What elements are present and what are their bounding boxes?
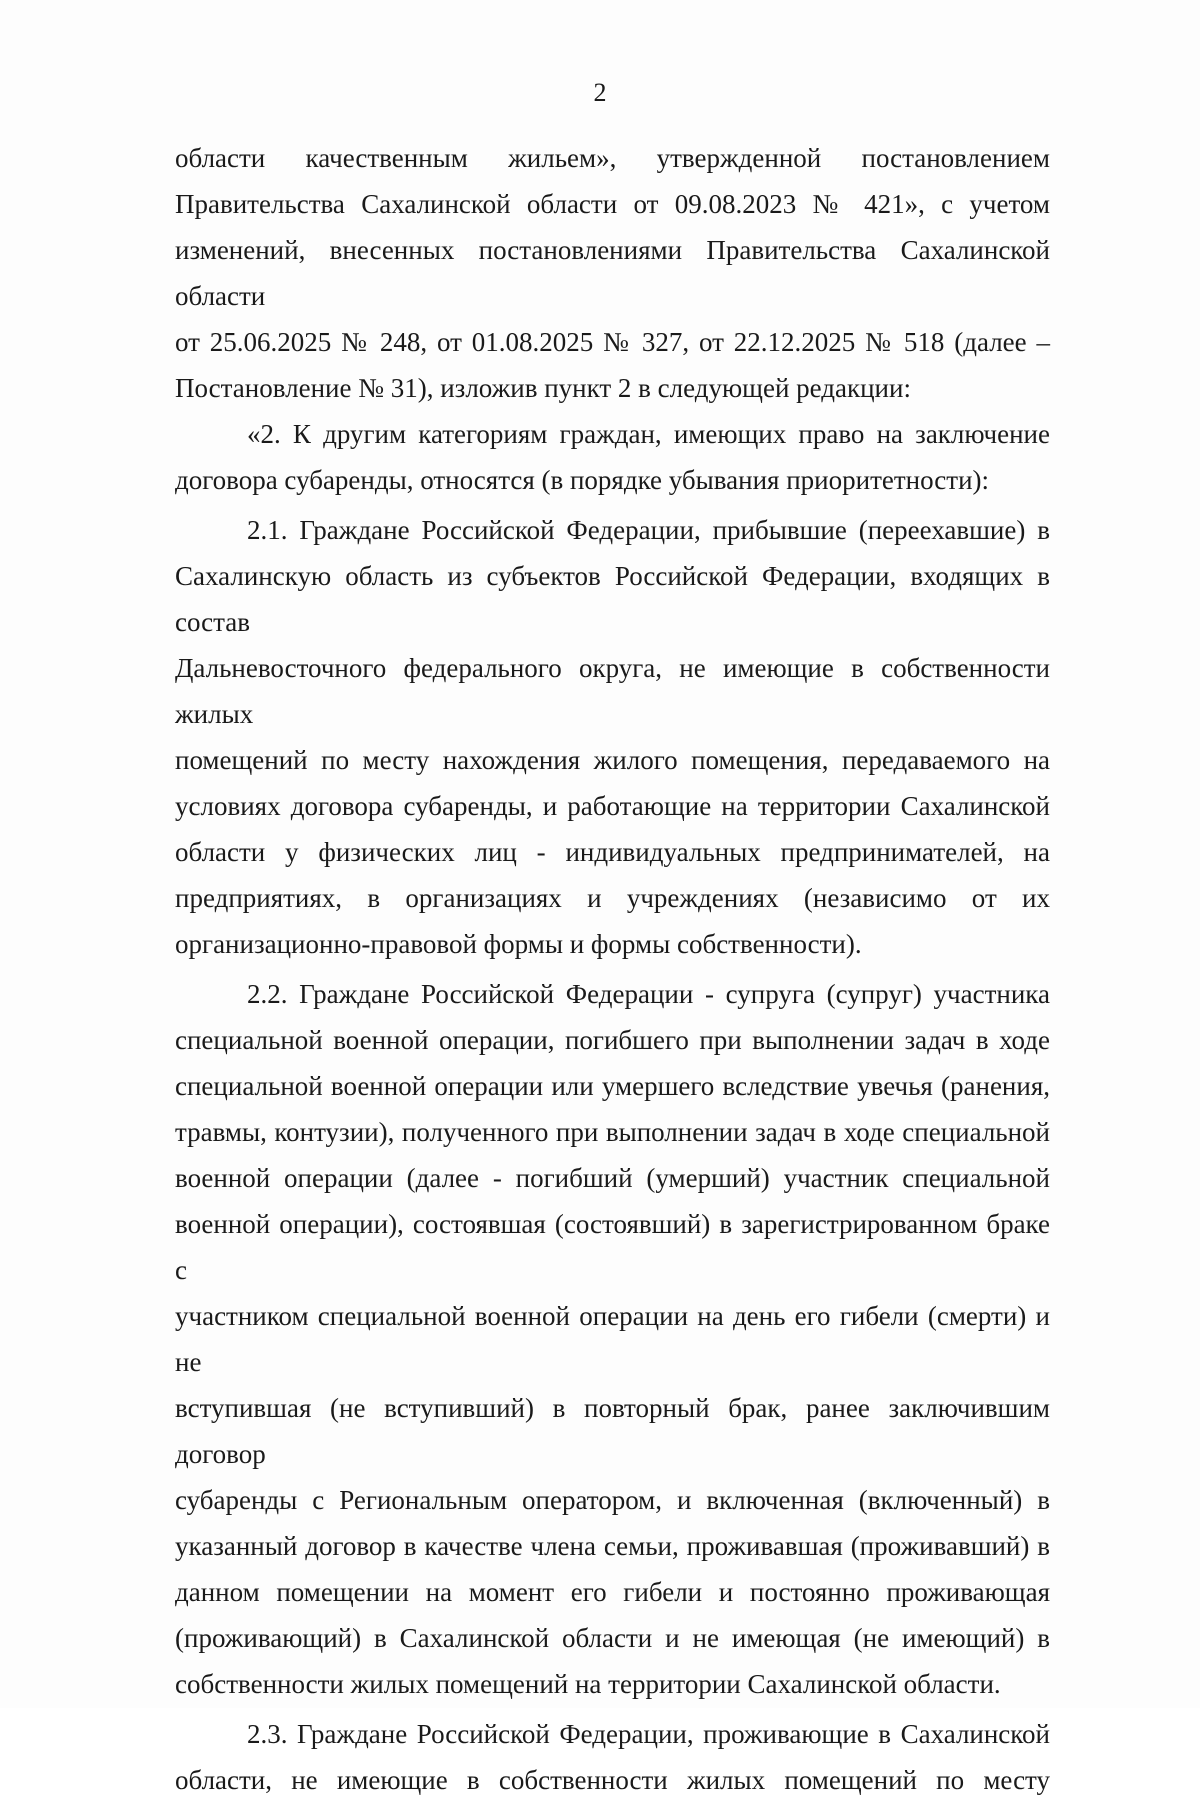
paragraph-item-2-2	[175, 971, 1050, 1707]
text-line: «2. К другим категориям граждан, имеющих право на заключение	[247, 419, 1050, 449]
text-line: 2.2. Граждане Российской Федерации - супруга (супруг) участника	[247, 979, 1050, 1009]
text-line: собственности жилых помещений на территории Сахалинской области.	[175, 1669, 1001, 1699]
text-line: условиях договора субаренды, и работающие на территории Сахалинской	[175, 791, 1050, 821]
text-line: области, не имеющие в собственности жилых помещений по месту	[175, 1765, 1050, 1795]
paragraph-item-2-1	[175, 507, 1050, 967]
text-line: области качественным жильем», утвержденной постановлением	[175, 143, 1050, 173]
text-line: области у физических лиц - индивидуальных предпринимателей, на	[175, 837, 1050, 867]
text-line: участником специальной военной операции на день его гибели (смерти) и не	[175, 1301, 1050, 1377]
paragraph-item-2	[175, 411, 1050, 503]
document-body	[175, 135, 1050, 1803]
text-line: военной операции), состоявшая (состоявший) в зарегистрированном браке с	[175, 1209, 1050, 1285]
text-line: (проживающий) в Сахалинской области и не имеющая (не имеющий) в	[175, 1623, 1050, 1653]
text-line: помещений по месту нахождения жилого помещения, передаваемого на	[175, 745, 1050, 775]
text-line: специальной военной операции или умершего вследствие увечья (ранения,	[175, 1071, 1050, 1101]
paragraph-continuation	[175, 135, 1050, 411]
text-line: данном помещении на момент его гибели и постоянно проживающая	[175, 1577, 1050, 1607]
text-line: специальной военной операции, погибшего при выполнении задач в ходе	[175, 1025, 1050, 1055]
text-line: вступившая (не вступивший) в повторный брак, ранее заключившим договор	[175, 1393, 1050, 1469]
text-line: изменений, внесенных постановлениями Правительства Сахалинской области	[175, 235, 1050, 311]
text-line: Сахалинскую область из субъектов Российской Федерации, входящих в состав	[175, 561, 1050, 637]
page-number: 2	[593, 78, 607, 107]
text-line: указанный договор в качестве члена семьи, проживавшая (проживавший) в	[175, 1531, 1050, 1561]
text-line: субаренды с Региональным оператором, и включенная (включенный) в	[175, 1485, 1050, 1515]
text-line: организационно-правовой формы и формы собственности).	[175, 929, 862, 959]
text-line: Дальневосточного федерального округа, не имеющие в собственности жилых	[175, 653, 1050, 729]
text-line: от 25.06.2025 № 248, от 01.08.2025 № 327, от 22.12.2025 № 518 (далее –	[175, 327, 1050, 357]
text-line: 2.1. Граждане Российской Федерации, прибывшие (переехавшие) в	[247, 515, 1050, 545]
text-line: предприятиях, в организациях и учреждениях (независимо от их	[175, 883, 1050, 913]
text-line: военной операции (далее - погибший (умерший) участник специальной	[175, 1163, 1050, 1193]
paragraph-item-2-3	[175, 1711, 1050, 1803]
text-line: договора субаренды, относятся (в порядке убывания приоритетности):	[175, 465, 990, 495]
text-line: травмы, контузии), полученного при выполнении задач в ходе специальной	[175, 1117, 1050, 1147]
text-line: Правительства Сахалинской области от 09.08.2023 № 421», с учетом	[175, 189, 1050, 219]
text-line: Постановление № 31), изложив пункт 2 в следующей редакции:	[175, 373, 911, 403]
text-line: 2.3. Граждане Российской Федерации, проживающие в Сахалинской	[247, 1719, 1050, 1749]
